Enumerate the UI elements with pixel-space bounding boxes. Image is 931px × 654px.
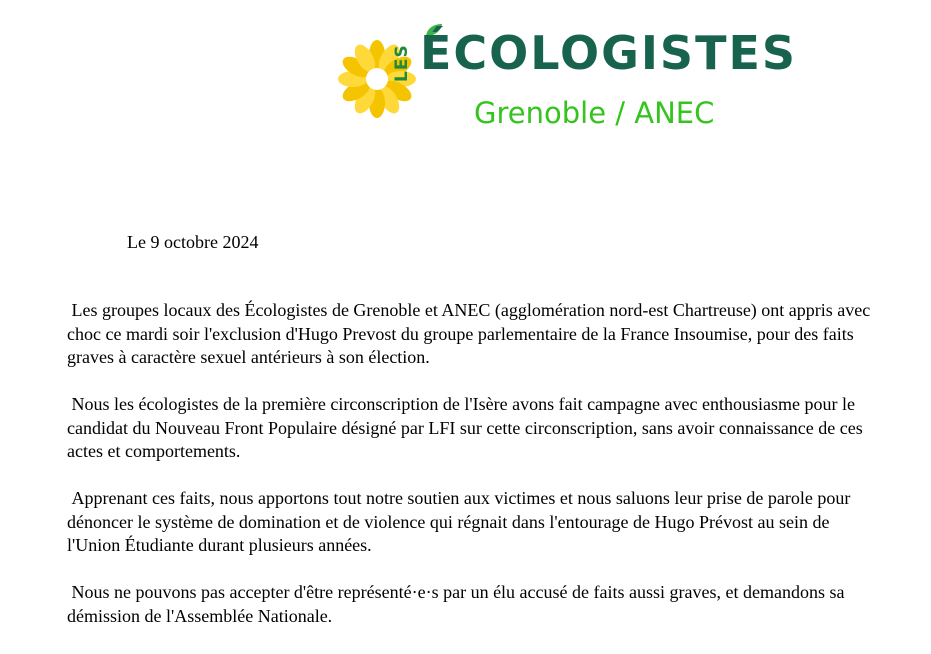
paragraph-1: Les groupes locaux des Écologistes de Grenoble et ANEC (agglomération nord-est Chartreuse) ont appris avec choc ce mardi soir l'exclusion d'Hugo Prevost du groupe parlementaire de la France Insoumise, pour des faits graves à caractère sexuel antérieurs à son élection. xyxy=(67,300,875,367)
paragraph-2: Nous les écologistes de la première circonscription de l'Isère avons fait campagne avec enthousiasme pour le candidat du Nouveau Front Populaire désigné par LFI sur cette circonscription, sans avoir connaissance de ces actes et comportements. xyxy=(67,394,868,461)
letter-date: Le 9 octobre 2024 xyxy=(127,232,259,252)
local-group-subtitle: Grenoble / ANEC xyxy=(474,96,715,130)
logo-name: ÉCOLOGISTES xyxy=(420,26,797,80)
paragraph-3: Apprenant ces faits, nous apportons tout notre soutien aux victimes et nous saluons leur prise de parole pour dénoncer le système de domination et de violence qui régnait dans l'entourage de Hugo Prévost au sein de l'Union Étudiante durant plusieurs années. xyxy=(67,488,855,555)
paragraph-4: Nous ne pouvons pas accepter d'être représenté·e·s par un élu accusé de faits aussi graves, et demandons sa démission de l'Assemblée Nationale. xyxy=(67,582,849,626)
letterhead xyxy=(0,0,931,140)
letter-body xyxy=(67,299,887,652)
logo-prefix: LES xyxy=(392,44,412,82)
